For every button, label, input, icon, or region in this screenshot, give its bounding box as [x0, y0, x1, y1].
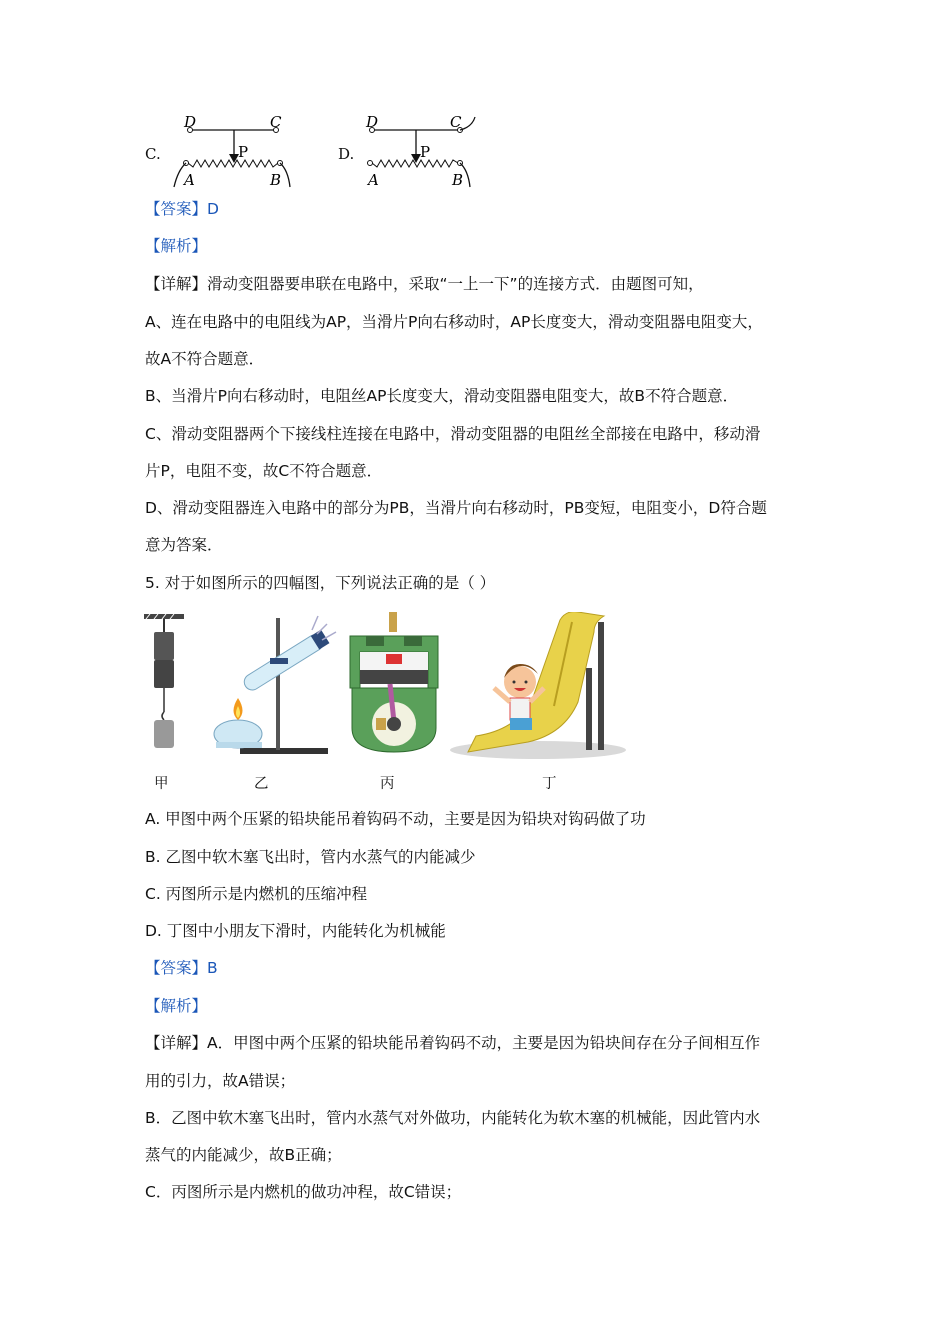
q4-detail-line [145, 274, 704, 294]
option-d-label: D. [338, 145, 355, 163]
q5-analysis-tag: 【解析】 [145, 997, 208, 1015]
q4-line: A、连在电路中的电阻线为AP，当滑片P向右移动时，AP长度变大，滑动变阻器电阻变大， [145, 313, 763, 331]
q5-detail-line [145, 1033, 760, 1053]
slider-p-label: P [420, 143, 431, 161]
answer-tag: 【答案】 [145, 959, 208, 977]
terminal-d-label: D [184, 115, 197, 131]
q5-option-a: A. 甲图中两个压紧的铅块能吊着钩码不动，主要是因为铅块对钩码做了功 [145, 810, 646, 828]
slider-p-label: P [238, 143, 249, 161]
answer-value: B [207, 959, 218, 977]
q5-line: 用的引力，故A错误； [145, 1072, 296, 1090]
caption-ding: 丁 [542, 776, 557, 792]
q5-answer [145, 958, 218, 978]
q5-line: B．乙图中软木塞飞出时，管内水蒸气对外做功，内能转化为软木塞的机械能，因此管内水 [145, 1109, 761, 1127]
lead-blocks-figure [142, 612, 192, 754]
terminal-c-label: C [270, 115, 282, 131]
q5-option-b: B. 乙图中软木塞飞出时，管内水蒸气的内能减少 [145, 848, 476, 866]
q4-line: 意为答案． [145, 536, 223, 554]
caption-yi: 乙 [254, 776, 269, 792]
slide-figure [448, 612, 626, 760]
caption-bing: 丙 [380, 776, 395, 792]
answer-value: D [207, 200, 219, 218]
q4-analysis-tag: 【解析】 [145, 237, 208, 255]
terminal-a-label: A [184, 171, 195, 189]
q4-line: 片P，电阻不变，故C不符合题意． [145, 462, 383, 480]
q4-line: 故A不符合题意． [145, 350, 265, 368]
detail-tag: 【详解】 [145, 275, 208, 293]
terminal-b-label: B [270, 171, 282, 189]
detail-text: 滑动变阻器要串联在电路中，采取“一上一下”的连接方式．由题图可知， [207, 275, 704, 293]
terminal-c-label: C [450, 115, 462, 131]
option-c-label: C. [145, 145, 161, 163]
engine-figure [346, 612, 442, 754]
q5-option-d: D. 丁图中小朋友下滑时，内能转化为机械能 [145, 922, 446, 940]
terminal-a-label: A [368, 171, 379, 189]
q5-line: C．丙图所示是内燃机的做功冲程，故C错误； [145, 1183, 462, 1201]
caption-jia: 甲 [154, 776, 169, 792]
q4-line: D、滑动变阻器连入电路中的部分为PB，当滑片向右移动时，PB变短，电阻变小，D符合题 [145, 499, 767, 517]
detail-text: A．甲图中两个压紧的铅块能吊着钩码不动，主要是因为铅块间存在分子间相互作 [207, 1034, 761, 1052]
test-tube-figure [212, 612, 340, 757]
rheostat-diagram-d [360, 115, 490, 190]
terminal-d-label: D [366, 115, 379, 131]
answer-tag: 【答案】 [145, 200, 208, 218]
q4-line: C、滑动变阻器两个下接线柱连接在电路中，滑动变阻器的电阻丝全部接在电路中，移动滑 [145, 425, 761, 443]
rheostat-diagram-c [168, 115, 298, 190]
q5-stem: 5. 对于如图所示的四幅图，下列说法正确的是（ ） [145, 574, 496, 592]
q5-option-c: C. 丙图所示是内燃机的压缩冲程 [145, 885, 368, 903]
q4-answer [145, 199, 219, 219]
q5-line: 蒸气的内能减少，故B正确； [145, 1146, 342, 1164]
q4-line: B、当滑片P向右移动时，电阻丝AP长度变大，滑动变阻器电阻变大，故B不符合题意． [145, 387, 739, 405]
detail-tag: 【详解】 [145, 1034, 208, 1052]
terminal-b-label: B [452, 171, 464, 189]
